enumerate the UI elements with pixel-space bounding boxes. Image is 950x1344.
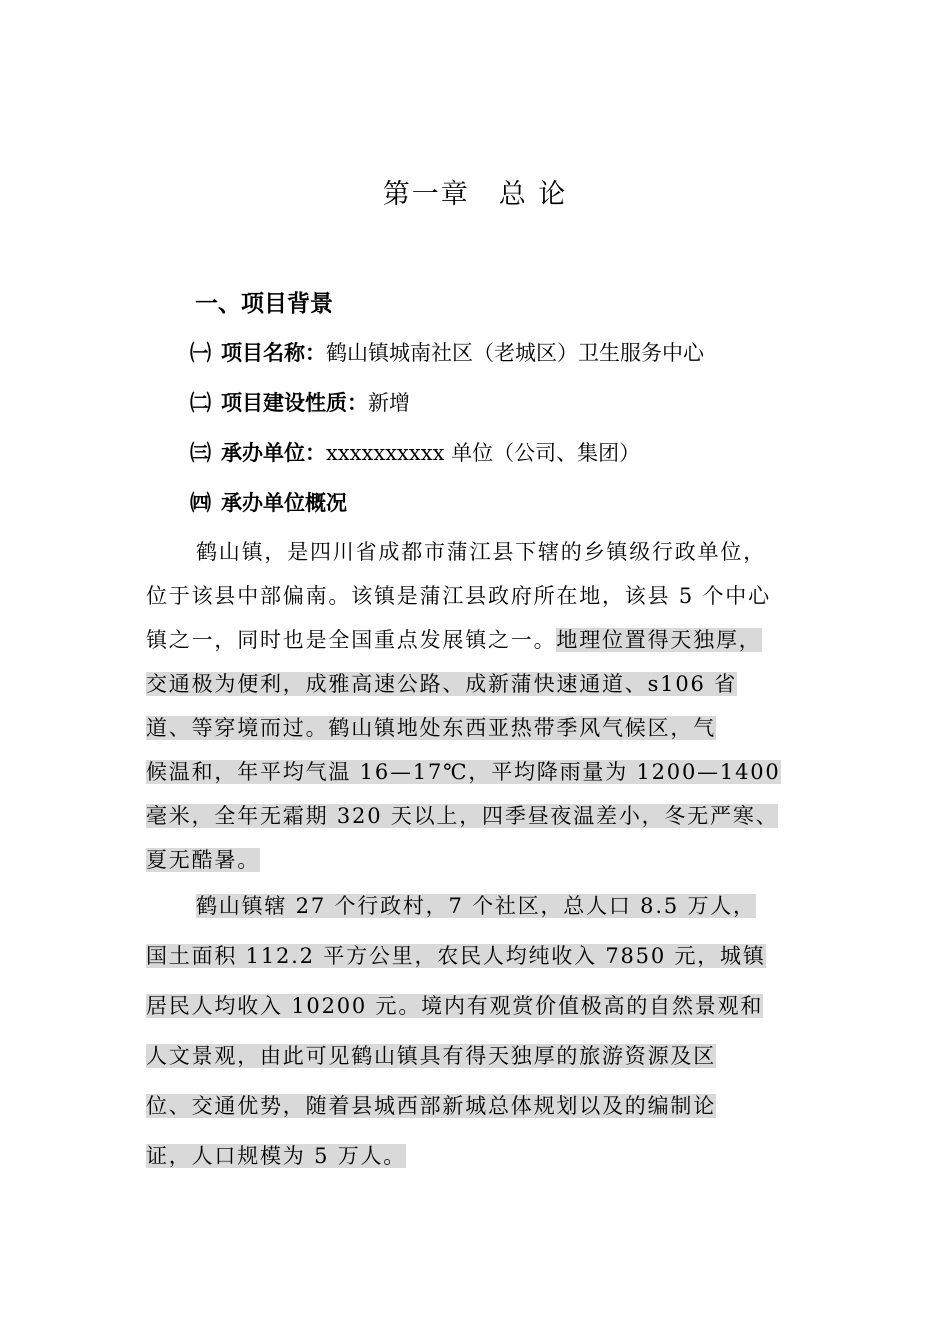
- paragraph2-line: [146, 1090, 716, 1122]
- item-host-unit-overview: [190, 487, 347, 517]
- paragraph2-line: [146, 940, 766, 972]
- text-highlight: 居民人均收入 10200 元。境内有观赏价值极高的自然景观和: [146, 994, 764, 1018]
- item-value: 新增: [368, 391, 410, 415]
- paragraph2-line: [146, 1140, 406, 1172]
- item-construction-nature: [190, 387, 410, 417]
- paragraph1-line: [146, 668, 737, 700]
- text-plain: 镇之一，同时也是全国重点发展镇之一。: [146, 628, 557, 652]
- item-label: 承办单位：: [221, 441, 326, 465]
- text-highlight: 夏无酷暑。: [146, 848, 260, 872]
- text-highlight: 交通极为便利，成雅高速公路、成新蒲快速通道、s106 省: [146, 672, 737, 696]
- item-value: xxxxxxxxxx 单位（公司、集团）: [326, 441, 641, 465]
- item-label: 承办单位概况: [221, 491, 347, 515]
- text-highlight: 国土面积 112.2 平方公里，农民人均纯收入 7850 元，城镇: [146, 944, 766, 968]
- text-highlight: 道、等穿境而过。鹤山镇地处东西亚热带季风气候区，气: [146, 716, 716, 740]
- text-plain: 位于该县中部偏南。该镇是蒲江县政府所在地，该县 5 个中心: [146, 584, 771, 608]
- text-highlight: 证，人口规模为 5 万人。: [146, 1144, 407, 1168]
- item-label: 项目名称：: [221, 341, 326, 365]
- item-host-unit: [190, 437, 640, 467]
- paragraph1-line: [146, 712, 716, 744]
- paragraph1-line: [146, 800, 778, 832]
- chapter-title: 第一章 总 论: [382, 179, 568, 210]
- item-label: 项目建设性质：: [221, 391, 368, 415]
- paragraph2-line: [146, 990, 763, 1022]
- paragraph1-line: [146, 624, 762, 656]
- text-highlight: 毫米，全年无霜期 320 天以上，四季昼夜温差小，冬无严寒、: [146, 804, 779, 828]
- item-value: 鹤山镇城南社区（老城区）卫生服务中心: [326, 341, 704, 365]
- paragraph1-line: [196, 536, 766, 568]
- paragraph1-line: [146, 756, 781, 788]
- text-highlight: 位、交通优势，随着县城西部新城总体规划以及的编制论: [146, 1094, 716, 1118]
- item-marker: ㈢: [190, 441, 211, 465]
- item-marker: ㈠: [190, 341, 211, 365]
- item-marker: ㈡: [190, 391, 211, 415]
- text-highlight: 人文景观，由此可见鹤山镇具有得天独厚的旅游资源及区: [146, 1044, 716, 1068]
- section-heading: 一、项目背景: [195, 291, 333, 317]
- text-highlight: 候温和，年平均气温 16—17℃，平均降雨量为 1200—1400: [146, 760, 781, 784]
- paragraph1-line: [146, 580, 771, 612]
- item-marker: ㈣: [190, 491, 211, 515]
- text-plain: 鹤山镇，是四川省成都市蒲江县下辖的乡镇级行政单位，: [196, 540, 766, 564]
- text-highlight: 鹤山镇辖 27 个行政村，7 个社区，总人口 8.5 万人，: [196, 894, 756, 918]
- text-highlight: 地理位置得天独厚，: [556, 628, 762, 652]
- paragraph2-line: [196, 890, 756, 922]
- paragraph1-line: [146, 844, 260, 876]
- paragraph2-line: [146, 1040, 716, 1072]
- item-project-name: [190, 337, 704, 367]
